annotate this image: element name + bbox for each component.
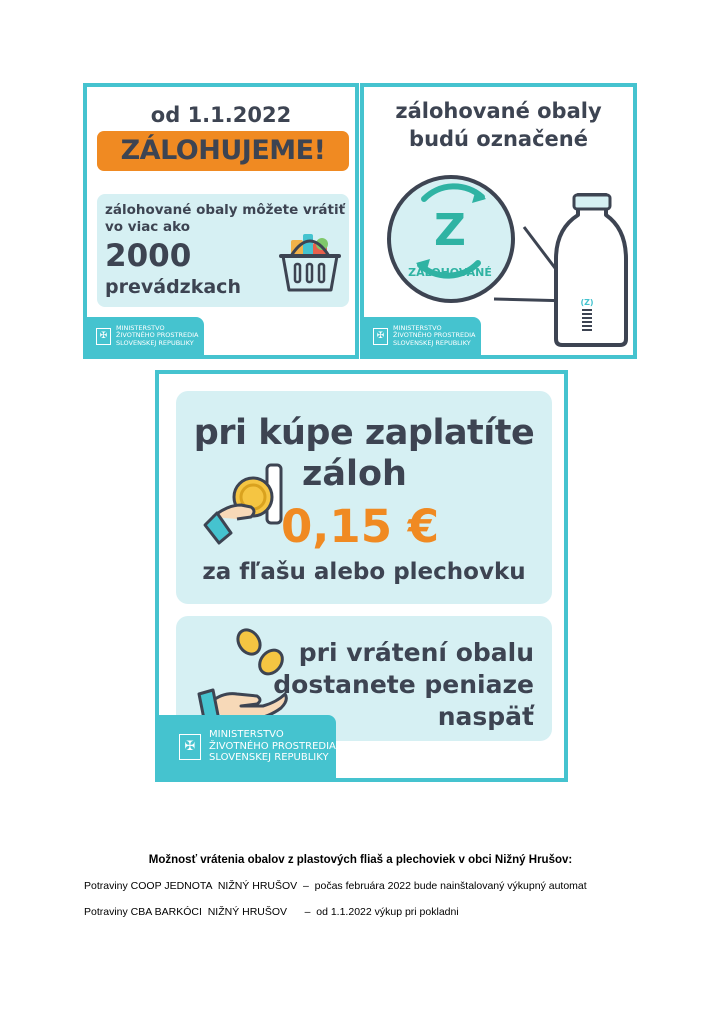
shopping-basket-icon — [277, 230, 345, 298]
ministry-line3: SLOVENSKEJ REPUBLIKY — [393, 338, 471, 347]
symbol-letter: Z — [434, 205, 466, 256]
marking-title-line1: zálohované obaly — [395, 99, 602, 123]
price-line3: za fľašu alebo plechovku — [202, 559, 526, 585]
ministry-line1: MINISTERSTVO — [393, 323, 442, 332]
ministry-logo — [87, 317, 204, 355]
return-text-line3: prevádzkach — [105, 276, 241, 298]
headline-banner: ZÁLOHUJEME! — [97, 131, 349, 171]
ministry-line2: ŽIVOTNÉHO PROSTREDIA — [116, 331, 199, 340]
return-info-box — [97, 194, 349, 307]
marking-title-line2: budú označené — [409, 127, 588, 151]
ministry-line1: MINISTERSTVO — [116, 323, 165, 332]
coat-of-arms-icon: ✠ — [96, 328, 111, 345]
ministry-line2: ŽIVOTNÉHO PROSTREDIA — [393, 331, 476, 340]
return-text-line2: vo viac ako — [105, 219, 191, 235]
ministry-logo — [159, 715, 336, 778]
ministry-line3: SLOVENSKEJ REPUBLIKY — [116, 338, 194, 347]
store-count: 2000 — [105, 238, 192, 274]
deposit-amount: 0,15 € — [281, 500, 440, 553]
bottle-mark: (Z) — [580, 298, 594, 307]
ministry-logo — [364, 317, 481, 355]
store-name: Potraviny COOP JEDNOTA NIŽNÝ HRUŠOV — [84, 880, 298, 892]
deposit-price-box — [176, 391, 552, 604]
return-location-row — [84, 880, 587, 892]
bottle-icon — [556, 195, 626, 345]
return-text-line1: zálohované obaly môžete vrátiť — [105, 202, 346, 218]
coat-of-arms-icon: ✠ — [373, 328, 388, 345]
refund-line3: naspäť — [437, 702, 534, 731]
return-location-row — [84, 906, 459, 918]
hand-inserting-coin-icon — [203, 461, 293, 551]
store-name: Potraviny CBA BARKÓCI NIŽNÝ HRUŠOV — [84, 906, 288, 918]
ministry-line1: MINISTERSTVO — [209, 729, 284, 741]
deposit-symbol-graphic — [364, 87, 633, 355]
ministry-line3: SLOVENSKEJ REPUBLIKY — [209, 752, 329, 764]
price-line2: záloh — [302, 454, 407, 494]
store-detail: – od 1.1.2022 výkup pri pokladni — [287, 906, 459, 918]
start-date: od 1.1.2022 — [150, 103, 292, 127]
store-detail: – počas februára 2022 bude nainštalovaný výkupný automat — [297, 880, 587, 892]
refund-line1: pri vrátení obalu — [298, 638, 534, 667]
panel-deposit-price — [155, 370, 568, 782]
panel-zalohujeme — [83, 83, 359, 359]
coat-of-arms-icon: ✠ — [179, 734, 201, 760]
panel-marked-packaging — [360, 83, 637, 359]
refund-line2: dostanete peniaze — [273, 670, 534, 699]
price-line1: pri kúpe zaplatíte — [193, 413, 535, 453]
symbol-label: ZÁLOHOVANÉ — [408, 266, 492, 279]
ministry-line2: ŽIVOTNÉHO PROSTREDIA — [209, 740, 336, 752]
return-locations-heading: Možnosť vrátenia obalov z plastových fliaš a plechoviek v obci Nižný Hrušov: — [148, 854, 573, 866]
